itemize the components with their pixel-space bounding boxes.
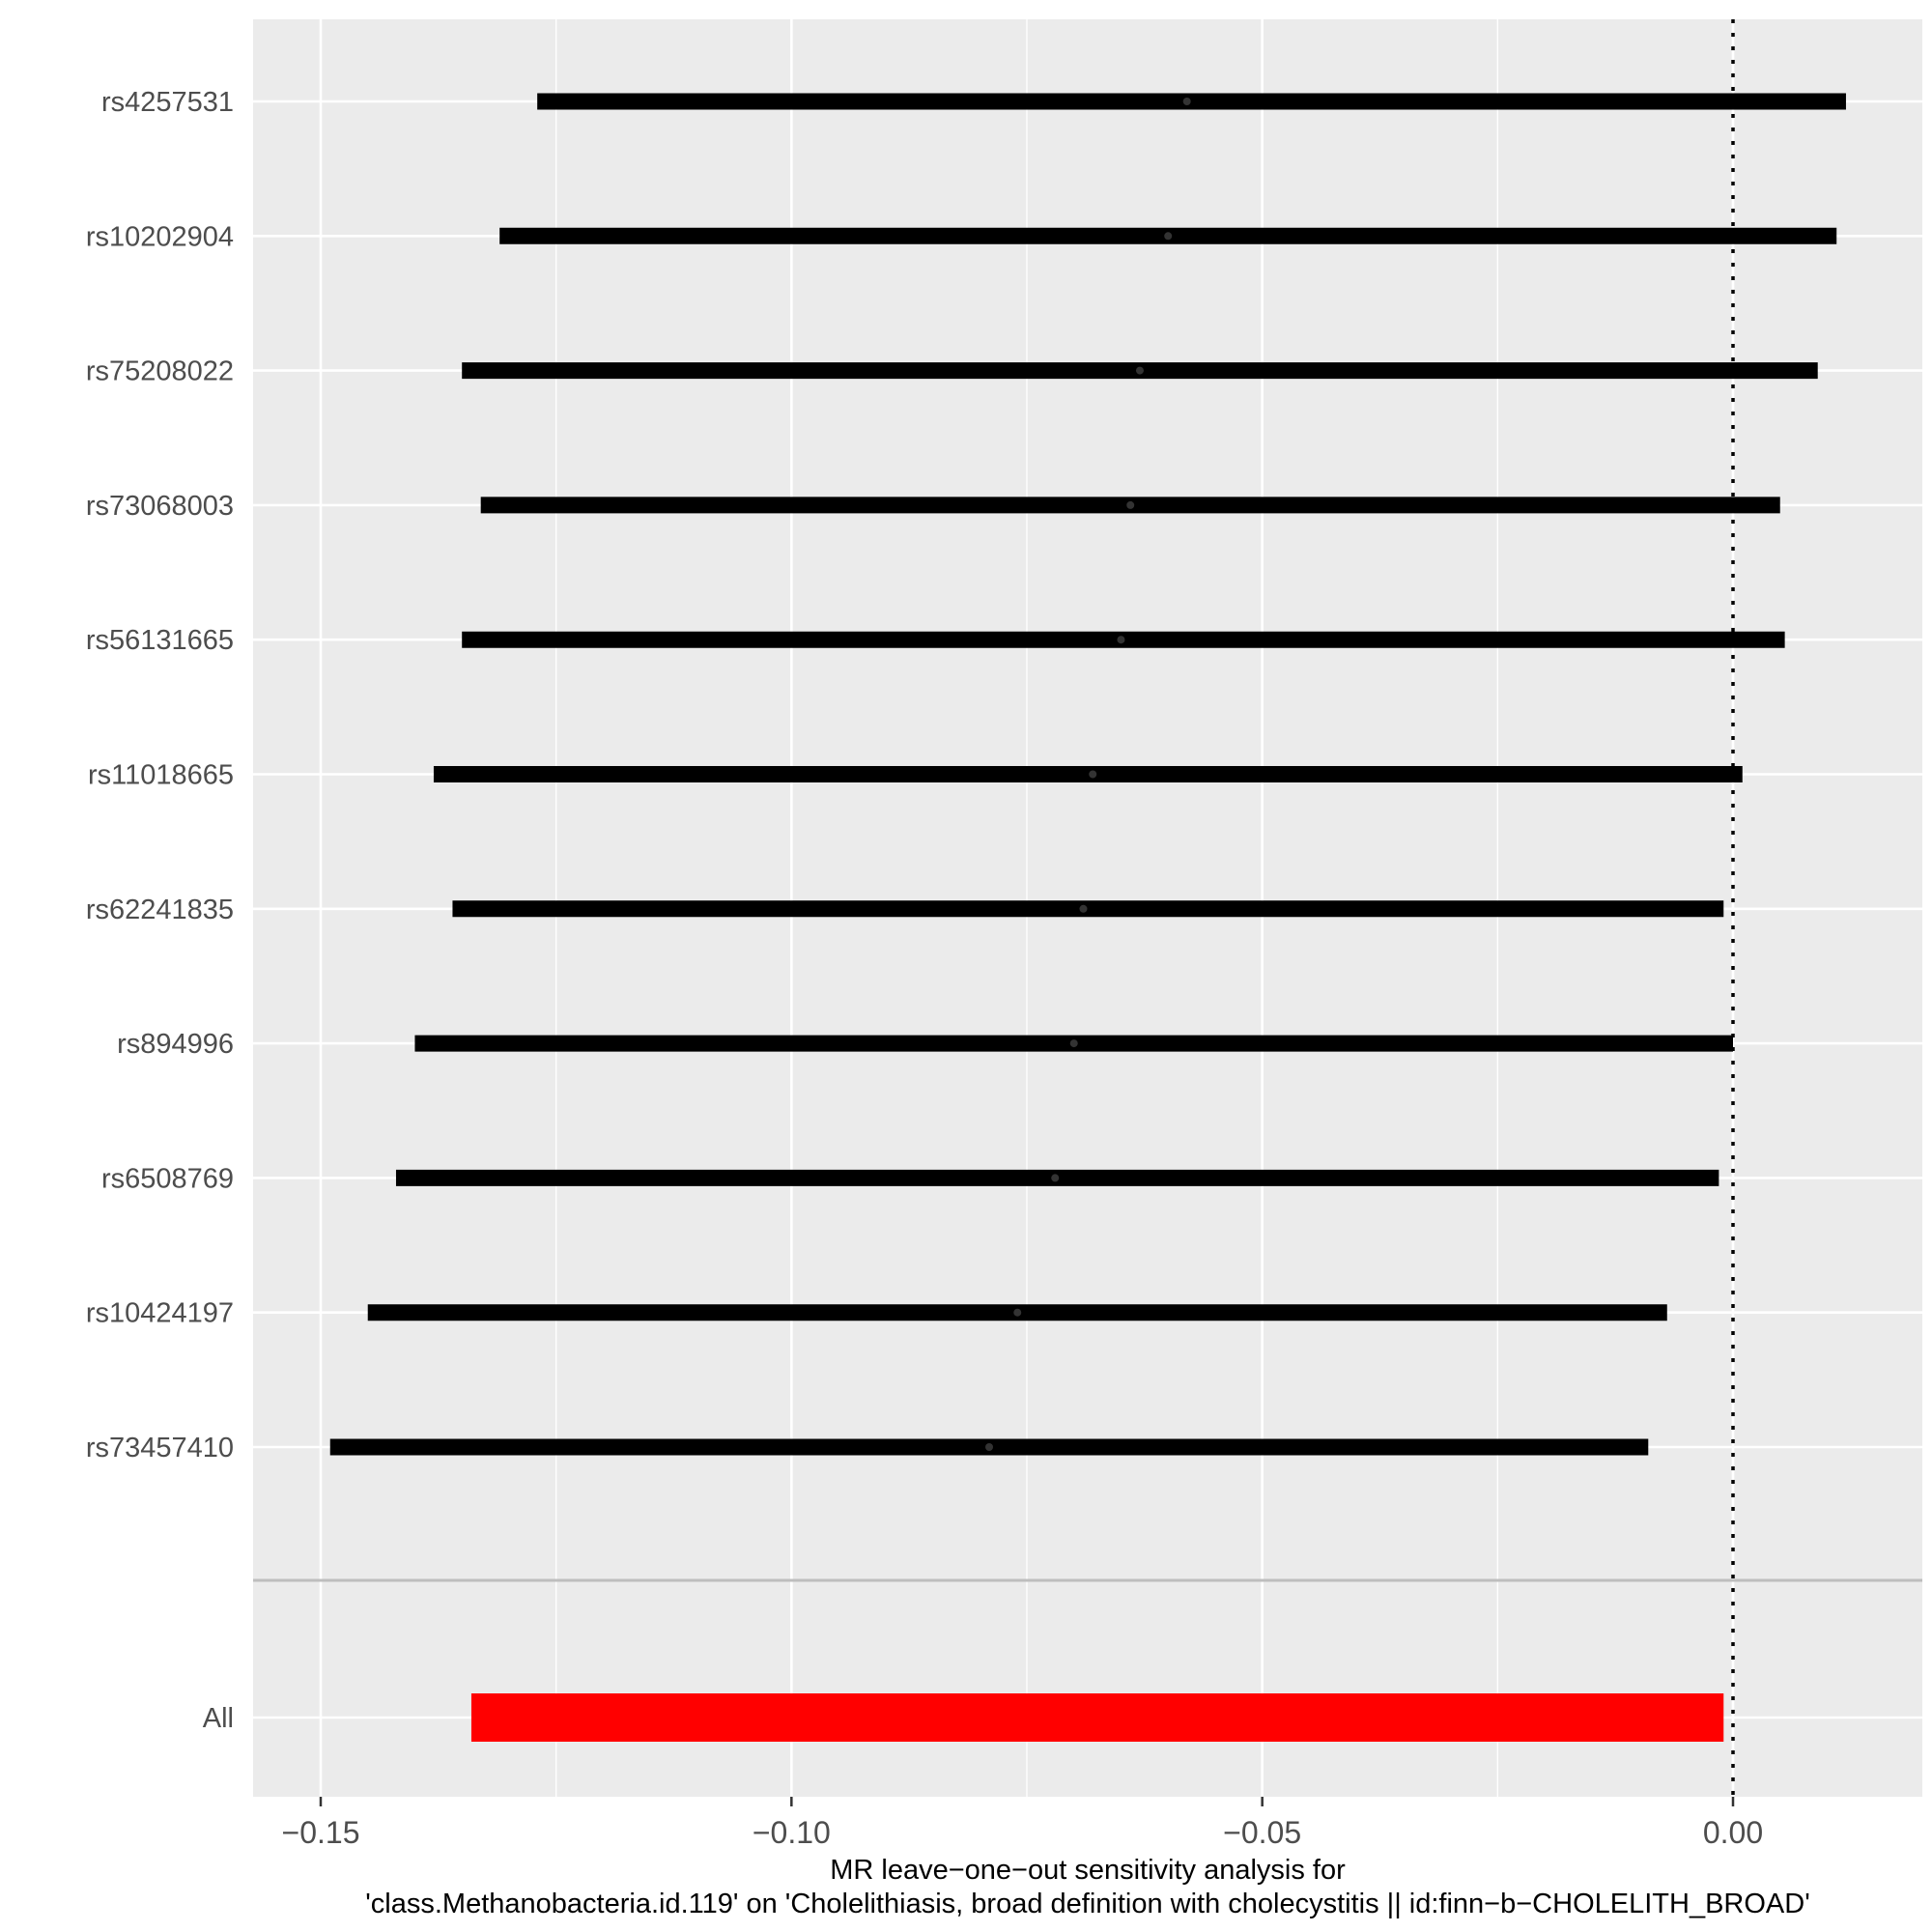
x-tick-label: −0.05 (1223, 1815, 1302, 1850)
point-estimate-rs62241835 (1079, 905, 1087, 913)
row-label-rs10202904: rs10202904 (85, 221, 234, 253)
row-label-rs11018665: rs11018665 (87, 759, 234, 791)
row-label-all: All (202, 1703, 234, 1734)
point-estimate-rs894996 (1070, 1039, 1078, 1047)
point-estimate-rs10424197 (1013, 1309, 1021, 1317)
x-axis-title-line1: MR leave−one−out sensitivity analysis for (830, 1855, 1346, 1886)
point-estimate-rs11018665 (1089, 771, 1096, 779)
row-label-rs62241835: rs62241835 (85, 894, 234, 925)
x-tick-label: −0.15 (281, 1815, 360, 1850)
row-label-rs894996: rs894996 (117, 1029, 234, 1061)
point-estimate-rs75208022 (1136, 367, 1144, 375)
row-label-rs10424197: rs10424197 (85, 1297, 234, 1329)
x-axis-title-line2: 'class.Methanobacteria.id.119' on 'Cholelithiasis, broad definition with cholecystitis || id:finn−b−CHOLELITH_BROAD' (365, 1889, 1810, 1919)
point-estimate-rs56131665 (1117, 636, 1124, 643)
row-label-rs4257531: rs4257531 (100, 87, 234, 118)
row-label-rs73457410: rs73457410 (85, 1433, 234, 1463)
x-tick-label: −0.10 (752, 1815, 831, 1850)
overall-bar (471, 1693, 1723, 1742)
row-label-rs56131665: rs56131665 (85, 625, 234, 657)
point-estimate-rs10202904 (1164, 232, 1172, 240)
row-label-rs75208022: rs75208022 (85, 355, 234, 387)
point-estimate-rs73457410 (985, 1443, 993, 1451)
point-estimate-rs6508769 (1051, 1174, 1059, 1181)
row-label-rs6508769: rs6508769 (100, 1163, 234, 1195)
x-tick-label: 0.00 (1702, 1815, 1764, 1850)
row-label-rs73068003: rs73068003 (85, 490, 234, 522)
point-estimate-rs73068003 (1126, 501, 1134, 509)
point-estimate-rs4257531 (1183, 98, 1191, 105)
